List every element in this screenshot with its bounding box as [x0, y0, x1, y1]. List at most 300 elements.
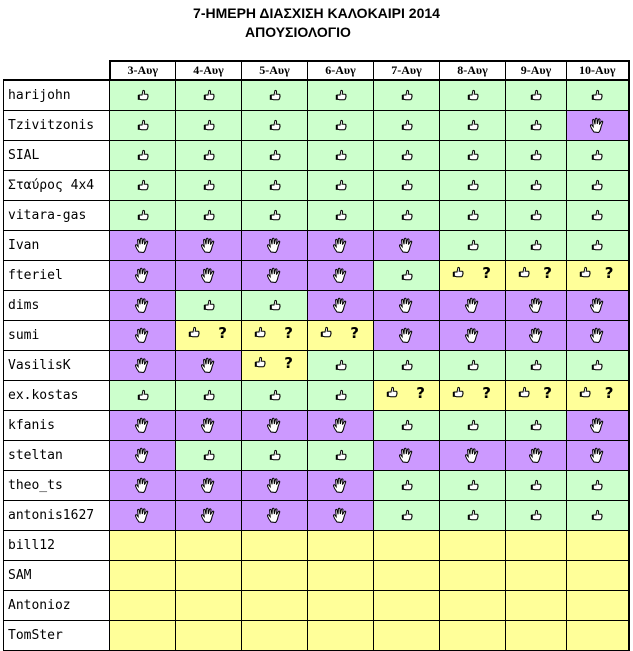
- attend-yes-cell: [567, 351, 629, 381]
- attend-yes-cell: [176, 441, 242, 471]
- empty-cell: [176, 531, 242, 561]
- thumbs-up-icon: [530, 119, 542, 132]
- attend-yes-cell: [374, 261, 440, 291]
- thumbs-up-icon: [401, 269, 413, 282]
- day-header: 9-Αυγ: [506, 61, 567, 80]
- empty-cell: [440, 591, 506, 621]
- thumbs-up-icon: [203, 119, 215, 132]
- empty-cell: [440, 621, 506, 651]
- question-mark: ?: [350, 324, 359, 342]
- table-row: [4, 591, 629, 621]
- thumbs-up-icon: [591, 179, 603, 192]
- participant-name: kfanis: [4, 411, 110, 441]
- attend-yes-cell: [242, 291, 308, 321]
- raised-hand-icon: [464, 447, 481, 464]
- attend-no-cell: [567, 321, 629, 351]
- raised-hand-icon: [528, 327, 545, 344]
- raised-hand-icon: [464, 327, 481, 344]
- attend-yes-cell: [176, 141, 242, 171]
- thumbs-up-icon: [467, 509, 479, 522]
- raised-hand-icon: [332, 237, 349, 254]
- question-mark: ?: [284, 354, 293, 372]
- thumbs-up-icon: [137, 179, 149, 192]
- thumbs-up-icon: [269, 119, 281, 132]
- attend-yes-cell: [176, 381, 242, 411]
- thumbs-up-icon: [203, 299, 215, 312]
- thumbs-up-icon: [335, 209, 347, 222]
- thumbs-up-icon: [335, 359, 347, 372]
- attend-no-cell: [110, 501, 176, 531]
- attend-no-cell: [567, 411, 629, 441]
- day-header: 7-Αυγ: [374, 61, 440, 80]
- thumbs-up-icon: [467, 479, 479, 492]
- attend-no-cell: [374, 441, 440, 471]
- thumbs-up-icon: [137, 149, 149, 162]
- attend-no-cell: [110, 411, 176, 441]
- attend-yes-cell: [374, 141, 440, 171]
- attend-maybe-cell: [567, 261, 629, 291]
- attend-maybe-cell: [440, 381, 506, 411]
- attend-maybe-cell: [374, 381, 440, 411]
- empty-cell: [242, 591, 308, 621]
- thumbs-up-icon: [269, 299, 281, 312]
- attend-no-cell: [440, 441, 506, 471]
- raised-hand-icon: [266, 267, 283, 284]
- thumbs-up-icon: [530, 149, 542, 162]
- empty-cell: [308, 561, 374, 591]
- attend-yes-cell: [242, 201, 308, 231]
- empty-cell: [374, 591, 440, 621]
- attend-yes-cell: [374, 80, 440, 111]
- attend-yes-cell: [308, 171, 374, 201]
- participant-name: Ivan: [4, 231, 110, 261]
- attend-yes-cell: [567, 231, 629, 261]
- attend-yes-cell: [308, 80, 374, 111]
- attend-yes-cell: [506, 141, 567, 171]
- empty-cell: [110, 561, 176, 591]
- raised-hand-icon: [332, 297, 349, 314]
- thumbs-up-icon: [401, 209, 413, 222]
- raised-hand-icon: [528, 297, 545, 314]
- raised-hand-icon: [266, 237, 283, 254]
- empty-cell: [374, 531, 440, 561]
- attend-no-cell: [374, 231, 440, 261]
- table-row: [4, 141, 629, 171]
- table-row: [4, 621, 629, 651]
- participant-name: steltan: [4, 441, 110, 471]
- attend-yes-cell: [567, 141, 629, 171]
- empty-cell: [506, 531, 567, 561]
- attend-maybe-cell: [440, 261, 506, 291]
- thumbs-up-icon: [269, 89, 281, 102]
- participant-name: sumi: [4, 321, 110, 351]
- thumbs-up-icon: [518, 386, 530, 399]
- attend-no-cell: [176, 471, 242, 501]
- attend-yes-cell: [506, 501, 567, 531]
- header-row: [4, 61, 629, 80]
- attend-yes-cell: [374, 501, 440, 531]
- thumbs-up-icon: [335, 149, 347, 162]
- thumbs-up-icon: [579, 386, 591, 399]
- attend-yes-cell: [506, 111, 567, 141]
- thumbs-up-icon: [401, 509, 413, 522]
- raised-hand-icon: [332, 507, 349, 524]
- attend-yes-cell: [374, 351, 440, 381]
- thumbs-up-icon: [203, 209, 215, 222]
- participant-name: SAM: [4, 561, 110, 591]
- thumbs-up-icon: [203, 389, 215, 402]
- empty-cell: [110, 621, 176, 651]
- attend-yes-cell: [440, 141, 506, 171]
- empty-cell: [176, 591, 242, 621]
- participant-name: theo_ts: [4, 471, 110, 501]
- thumbs-up-icon: [467, 239, 479, 252]
- thumbs-up-icon: [530, 89, 542, 102]
- thumbs-up-icon: [530, 509, 542, 522]
- raised-hand-icon: [589, 327, 606, 344]
- raised-hand-icon: [134, 477, 151, 494]
- thumbs-up-icon: [401, 89, 413, 102]
- raised-hand-icon: [332, 417, 349, 434]
- attend-yes-cell: [374, 171, 440, 201]
- thumbs-up-icon: [467, 89, 479, 102]
- attend-yes-cell: [506, 411, 567, 441]
- attend-no-cell: [242, 411, 308, 441]
- table-row: [4, 201, 629, 231]
- day-header: 3-Αυγ: [110, 61, 176, 80]
- thumbs-up-icon: [254, 326, 266, 339]
- attend-no-cell: [110, 351, 176, 381]
- attend-no-cell: [110, 321, 176, 351]
- thumbs-up-icon: [203, 89, 215, 102]
- attend-no-cell: [308, 231, 374, 261]
- raised-hand-icon: [589, 117, 606, 134]
- attend-no-cell: [242, 501, 308, 531]
- participant-name: bill12: [4, 531, 110, 561]
- participant-name: fteriel: [4, 261, 110, 291]
- attend-yes-cell: [567, 201, 629, 231]
- attend-yes-cell: [308, 201, 374, 231]
- attend-no-cell: [440, 291, 506, 321]
- thumbs-up-icon: [137, 119, 149, 132]
- question-mark: ?: [218, 324, 227, 342]
- attend-yes-cell: [440, 231, 506, 261]
- table-row: [4, 111, 629, 141]
- table-row: [4, 80, 629, 111]
- attend-yes-cell: [110, 80, 176, 111]
- attend-yes-cell: [440, 201, 506, 231]
- raised-hand-icon: [398, 327, 415, 344]
- thumbs-up-icon: [591, 209, 603, 222]
- thumbs-up-icon: [467, 149, 479, 162]
- thumbs-up-icon: [269, 449, 281, 462]
- thumbs-up-icon: [467, 359, 479, 372]
- participant-name: ex.kostas: [4, 381, 110, 411]
- attend-yes-cell: [440, 351, 506, 381]
- thumbs-up-icon: [452, 266, 464, 279]
- raised-hand-icon: [266, 477, 283, 494]
- attend-no-cell: [176, 231, 242, 261]
- attend-yes-cell: [176, 291, 242, 321]
- empty-cell: [308, 531, 374, 561]
- sheet-subtitle: ΑΠΟΥΣΙΟΛΟΓΙΟ: [245, 24, 351, 40]
- thumbs-up-icon: [269, 209, 281, 222]
- thumbs-up-icon: [203, 149, 215, 162]
- empty-cell: [440, 561, 506, 591]
- attend-yes-cell: [110, 381, 176, 411]
- participant-name: dims: [4, 291, 110, 321]
- raised-hand-icon: [134, 237, 151, 254]
- attend-yes-cell: [242, 441, 308, 471]
- empty-cell: [374, 621, 440, 651]
- thumbs-up-icon: [591, 509, 603, 522]
- attend-yes-cell: [308, 381, 374, 411]
- empty-cell: [440, 531, 506, 561]
- attend-no-cell: [374, 291, 440, 321]
- day-header: 8-Αυγ: [440, 61, 506, 80]
- raised-hand-icon: [332, 267, 349, 284]
- thumbs-up-icon: [203, 449, 215, 462]
- attend-yes-cell: [506, 201, 567, 231]
- attend-yes-cell: [567, 171, 629, 201]
- attend-maybe-cell: [567, 381, 629, 411]
- thumbs-up-icon: [467, 419, 479, 432]
- attend-yes-cell: [242, 381, 308, 411]
- attend-yes-cell: [110, 141, 176, 171]
- raised-hand-icon: [589, 417, 606, 434]
- empty-cell: [567, 531, 629, 561]
- table-row: [4, 321, 629, 351]
- attend-maybe-cell: [308, 321, 374, 351]
- participant-name: harijohn: [4, 80, 110, 111]
- attend-no-cell: [110, 441, 176, 471]
- thumbs-up-icon: [401, 149, 413, 162]
- participant-name: TomSter: [4, 621, 110, 651]
- empty-cell: [110, 531, 176, 561]
- question-mark: ?: [543, 384, 552, 402]
- thumbs-up-icon: [254, 356, 266, 369]
- attend-no-cell: [110, 291, 176, 321]
- attend-yes-cell: [308, 441, 374, 471]
- participant-name: antonis1627: [4, 501, 110, 531]
- attend-yes-cell: [440, 411, 506, 441]
- attend-yes-cell: [308, 141, 374, 171]
- table-row: [4, 501, 629, 531]
- attend-no-cell: [567, 291, 629, 321]
- sheet-title: 7-ΗΜΕΡΗ ΔΙΑΣΧΙΣΗ ΚΑΛΟΚΑΙΡΙ 2014: [193, 5, 440, 21]
- attend-yes-cell: [374, 471, 440, 501]
- attend-yes-cell: [506, 171, 567, 201]
- day-header: 10-Αυγ: [567, 61, 629, 80]
- attend-no-cell: [110, 471, 176, 501]
- attend-yes-cell: [110, 201, 176, 231]
- thumbs-up-icon: [467, 209, 479, 222]
- question-mark: ?: [416, 384, 425, 402]
- attendance-table: [3, 60, 630, 651]
- attend-yes-cell: [110, 111, 176, 141]
- thumbs-up-icon: [269, 389, 281, 402]
- thumbs-up-icon: [591, 89, 603, 102]
- thumbs-up-icon: [188, 326, 200, 339]
- attend-no-cell: [506, 321, 567, 351]
- thumbs-up-icon: [591, 239, 603, 252]
- table-row: [4, 291, 629, 321]
- attend-no-cell: [440, 321, 506, 351]
- raised-hand-icon: [266, 507, 283, 524]
- thumbs-up-icon: [386, 386, 398, 399]
- raised-hand-icon: [200, 267, 217, 284]
- thumbs-up-icon: [335, 449, 347, 462]
- raised-hand-icon: [332, 477, 349, 494]
- thumbs-up-icon: [530, 179, 542, 192]
- attend-no-cell: [176, 351, 242, 381]
- attend-maybe-cell: [242, 321, 308, 351]
- attend-yes-cell: [374, 411, 440, 441]
- thumbs-up-icon: [530, 419, 542, 432]
- attend-no-cell: [567, 111, 629, 141]
- empty-cell: [506, 621, 567, 651]
- attend-no-cell: [374, 321, 440, 351]
- attend-yes-cell: [242, 141, 308, 171]
- empty-cell: [567, 621, 629, 651]
- attend-yes-cell: [567, 80, 629, 111]
- attend-no-cell: [242, 231, 308, 261]
- attend-no-cell: [308, 471, 374, 501]
- attend-no-cell: [567, 441, 629, 471]
- question-mark: ?: [543, 264, 552, 282]
- table-row: [4, 261, 629, 291]
- table-row: [4, 411, 629, 441]
- attend-yes-cell: [440, 80, 506, 111]
- thumbs-up-icon: [530, 209, 542, 222]
- raised-hand-icon: [134, 327, 151, 344]
- attend-yes-cell: [242, 111, 308, 141]
- day-header: 5-Αυγ: [242, 61, 308, 80]
- attend-yes-cell: [110, 171, 176, 201]
- attend-no-cell: [176, 411, 242, 441]
- empty-cell: [374, 561, 440, 591]
- thumbs-up-icon: [401, 119, 413, 132]
- attend-yes-cell: [308, 351, 374, 381]
- participant-name: Antonioz: [4, 591, 110, 621]
- raised-hand-icon: [266, 417, 283, 434]
- raised-hand-icon: [398, 237, 415, 254]
- raised-hand-icon: [200, 417, 217, 434]
- attend-yes-cell: [506, 231, 567, 261]
- raised-hand-icon: [200, 477, 217, 494]
- attend-maybe-cell: [506, 381, 567, 411]
- attend-no-cell: [506, 291, 567, 321]
- empty-cell: [308, 591, 374, 621]
- raised-hand-icon: [134, 507, 151, 524]
- attend-yes-cell: [176, 201, 242, 231]
- attend-yes-cell: [506, 351, 567, 381]
- participant-name: VasilisK: [4, 351, 110, 381]
- participant-name: Tzivitzonis: [4, 111, 110, 141]
- table-row: [4, 351, 629, 381]
- attend-maybe-cell: [176, 321, 242, 351]
- table-row: [4, 441, 629, 471]
- table-row: [4, 531, 629, 561]
- thumbs-up-icon: [335, 89, 347, 102]
- attend-yes-cell: [506, 471, 567, 501]
- thumbs-up-icon: [579, 266, 591, 279]
- attend-no-cell: [506, 441, 567, 471]
- table-row: [4, 471, 629, 501]
- raised-hand-icon: [200, 507, 217, 524]
- raised-hand-icon: [398, 297, 415, 314]
- thumbs-up-icon: [269, 149, 281, 162]
- thumbs-up-icon: [401, 359, 413, 372]
- empty-cell: [506, 591, 567, 621]
- thumbs-up-icon: [335, 389, 347, 402]
- attend-no-cell: [110, 261, 176, 291]
- empty-cell: [567, 591, 629, 621]
- thumbs-up-icon: [591, 149, 603, 162]
- thumbs-up-icon: [530, 479, 542, 492]
- participant-name: vitara-gas: [4, 201, 110, 231]
- attend-yes-cell: [440, 111, 506, 141]
- thumbs-up-icon: [137, 209, 149, 222]
- raised-hand-icon: [464, 297, 481, 314]
- table-body: [4, 80, 629, 651]
- thumbs-up-icon: [203, 179, 215, 192]
- thumbs-up-icon: [137, 389, 149, 402]
- attend-no-cell: [308, 261, 374, 291]
- attend-no-cell: [176, 501, 242, 531]
- thumbs-up-icon: [137, 89, 149, 102]
- thumbs-up-icon: [335, 179, 347, 192]
- attend-yes-cell: [176, 111, 242, 141]
- attend-yes-cell: [506, 80, 567, 111]
- attend-yes-cell: [440, 171, 506, 201]
- thumbs-up-icon: [467, 119, 479, 132]
- attend-no-cell: [110, 231, 176, 261]
- attend-no-cell: [242, 471, 308, 501]
- thumbs-up-icon: [452, 386, 464, 399]
- question-mark: ?: [482, 264, 491, 282]
- empty-cell: [242, 531, 308, 561]
- attend-yes-cell: [242, 80, 308, 111]
- empty-cell: [567, 561, 629, 591]
- thumbs-up-icon: [269, 179, 281, 192]
- empty-cell: [176, 621, 242, 651]
- empty-cell: [308, 621, 374, 651]
- attend-yes-cell: [374, 201, 440, 231]
- empty-cell: [242, 561, 308, 591]
- attend-yes-cell: [374, 111, 440, 141]
- thumbs-up-icon: [335, 119, 347, 132]
- participant-name: Σταύρος 4x4: [4, 171, 110, 201]
- empty-cell: [506, 561, 567, 591]
- table-row: [4, 381, 629, 411]
- thumbs-up-icon: [591, 479, 603, 492]
- thumbs-up-icon: [467, 179, 479, 192]
- question-mark: ?: [604, 384, 614, 402]
- empty-cell: [242, 621, 308, 651]
- attend-yes-cell: [242, 171, 308, 201]
- corner-cell: [4, 61, 110, 80]
- table-row: [4, 561, 629, 591]
- raised-hand-icon: [200, 237, 217, 254]
- attend-no-cell: [308, 291, 374, 321]
- attend-no-cell: [308, 411, 374, 441]
- table-row: [4, 171, 629, 201]
- empty-cell: [176, 561, 242, 591]
- attend-yes-cell: [440, 471, 506, 501]
- thumbs-up-icon: [591, 359, 603, 372]
- participant-name: SIAL: [4, 141, 110, 171]
